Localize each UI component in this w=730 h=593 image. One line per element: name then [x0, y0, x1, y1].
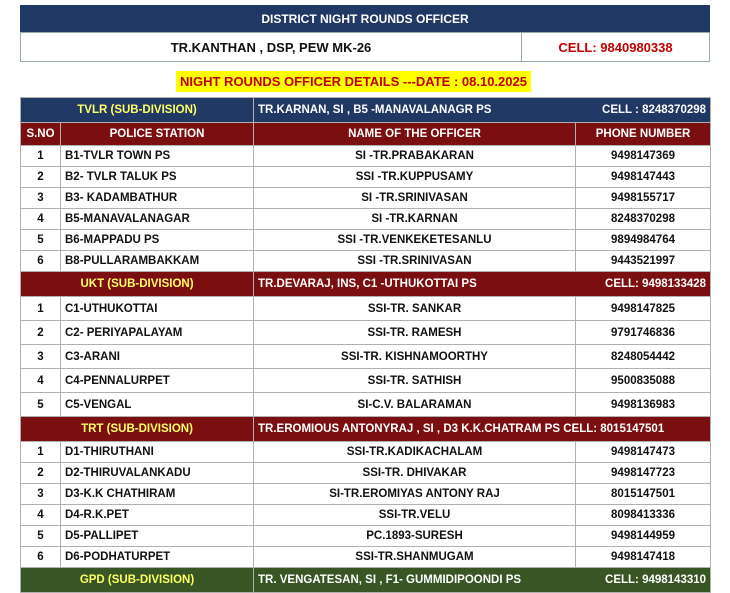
officer-name: SSI-TR.VELU	[254, 505, 576, 526]
police-station: C2- PERIYAPALAYAM	[61, 321, 254, 345]
serial-number: 4	[21, 209, 61, 230]
serial-number: 1	[21, 297, 61, 321]
serial-number: 5	[21, 393, 61, 417]
officer-name: PC.1893-SURESH	[254, 526, 576, 547]
phone-number: 9498136983	[576, 393, 711, 417]
serial-number: 4	[21, 369, 61, 393]
subdivision-name: UKT (SUB-DIVISION)	[21, 272, 254, 297]
officer-name: SI -TR.KARNAN	[254, 209, 576, 230]
officer-name: SI-TR.EROMIYAS ANTONY RAJ	[254, 484, 576, 505]
table-row	[21, 297, 711, 321]
serial-number: 6	[21, 251, 61, 272]
police-station: C5-VENGAL	[61, 393, 254, 417]
officer-name: SSI-TR. KISHNAMOORTHY	[254, 345, 576, 369]
subdivision-officer: TR. VENGATESAN, SI , F1- GUMMIDIPOONDI PS	[258, 574, 522, 586]
officer-name: SSI-TR. RAMESH	[254, 321, 576, 345]
police-station: B2- TVLR TALUK PS	[61, 167, 254, 188]
table-row	[21, 345, 711, 369]
phone-number: 9498144959	[576, 526, 711, 547]
subdivision-officer-cell	[254, 272, 711, 297]
subdivision-row	[21, 568, 711, 593]
table-row	[21, 321, 711, 345]
serial-number: 3	[21, 188, 61, 209]
table-row	[21, 505, 711, 526]
subdivision-officer-cell	[254, 98, 711, 123]
serial-number: 6	[21, 547, 61, 568]
police-station: D4-R.K.PET	[61, 505, 254, 526]
serial-number: 2	[21, 463, 61, 484]
serial-number: 5	[21, 526, 61, 547]
column-header: POLICE STATION	[61, 123, 254, 146]
serial-number: 1	[21, 146, 61, 167]
police-station: B1-TVLR TOWN PS	[61, 146, 254, 167]
phone-number: 8248370298	[576, 209, 711, 230]
district-officer-row	[20, 32, 710, 62]
phone-number: 9443521997	[576, 251, 711, 272]
officer-name: SSI-TR.KADIKACHALAM	[254, 442, 576, 463]
subdivision-row	[21, 272, 711, 297]
phone-number: 9791746836	[576, 321, 711, 345]
table-row	[21, 484, 711, 505]
phone-number: 9498147418	[576, 547, 711, 568]
subdivision-cell: CELL: 9498133428	[605, 278, 707, 290]
police-station: B6-MAPPADU PS	[61, 230, 254, 251]
police-station: D6-PODHATURPET	[61, 547, 254, 568]
table-row	[21, 393, 711, 417]
column-header: PHONE NUMBER	[576, 123, 711, 146]
officer-name: SSI-TR.SHANMUGAM	[254, 547, 576, 568]
phone-number: 9498155717	[576, 188, 711, 209]
table-row	[21, 463, 711, 484]
phone-number: 9498147723	[576, 463, 711, 484]
phone-number: 9500835088	[576, 369, 711, 393]
serial-number: 5	[21, 230, 61, 251]
column-header: NAME OF THE OFFICER	[254, 123, 576, 146]
officer-name: SSI-TR. SATHISH	[254, 369, 576, 393]
police-station: B3- KADAMBATHUR	[61, 188, 254, 209]
subdivision-cell: CELL: 9498143310	[605, 574, 707, 586]
police-station: D3-K.K CHATHIRAM	[61, 484, 254, 505]
police-station: B8-PULLARAMBAKKAM	[61, 251, 254, 272]
serial-number: 3	[21, 345, 61, 369]
officer-name: SSI -TR.KUPPUSAMY	[254, 167, 576, 188]
table-row	[21, 146, 711, 167]
subdivision-officer: TR.KARNAN, SI , B5 -MANAVALANAGR PS	[258, 104, 492, 116]
subdivision-name: GPD (SUB-DIVISION)	[21, 568, 254, 593]
serial-number: 4	[21, 505, 61, 526]
phone-number: 9498147369	[576, 146, 711, 167]
district-officer-name: TR.KANTHAN , DSP, PEW MK-26	[21, 33, 522, 61]
police-station: B5-MANAVALANAGAR	[61, 209, 254, 230]
serial-number: 2	[21, 321, 61, 345]
subdivision-officer-cell	[254, 568, 711, 593]
subdivision-name: TVLR (SUB-DIVISION)	[21, 98, 254, 123]
table-row	[21, 188, 711, 209]
subdivision-name: TRT (SUB-DIVISION)	[21, 417, 254, 442]
phone-number: 9894984764	[576, 230, 711, 251]
police-station: C3-ARANI	[61, 345, 254, 369]
police-station: D1-THIRUTHANI	[61, 442, 254, 463]
column-header: S.NO	[21, 123, 61, 146]
serial-number: 2	[21, 167, 61, 188]
police-station: C1-UTHUKOTTAI	[61, 297, 254, 321]
phone-number: 9498147825	[576, 297, 711, 321]
district-officer-cell: CELL: 9840980338	[558, 39, 673, 55]
officer-name: SSI-TR. SANKAR	[254, 297, 576, 321]
phone-number: 8098413336	[576, 505, 711, 526]
police-station: C4-PENNALURPET	[61, 369, 254, 393]
phone-number: 9498147473	[576, 442, 711, 463]
table-row	[21, 442, 711, 463]
subdivision-row	[21, 98, 711, 123]
table-row	[21, 167, 711, 188]
serial-number: 1	[21, 442, 61, 463]
phone-number: 8015147501	[576, 484, 711, 505]
table-row	[21, 369, 711, 393]
subdivision-officer-cell	[254, 417, 711, 442]
police-station: D5-PALLIPET	[61, 526, 254, 547]
table-row	[21, 251, 711, 272]
table-row	[21, 209, 711, 230]
subdivision-cell: CELL : 8248370298	[602, 104, 707, 116]
serial-number: 3	[21, 484, 61, 505]
phone-number: 8248054442	[576, 345, 711, 369]
table-row	[21, 230, 711, 251]
officer-name: SSI -TR.VENKEKETESANLU	[254, 230, 576, 251]
officer-name: SSI-TR. DHIVAKAR	[254, 463, 576, 484]
officer-table	[20, 97, 711, 593]
table-row	[21, 547, 711, 568]
officer-name: SI-C.V. BALARAMAN	[254, 393, 576, 417]
officer-name: SI -TR.SRINIVASAN	[254, 188, 576, 209]
document-title: DISTRICT NIGHT ROUNDS OFFICER	[20, 5, 710, 32]
table-row	[21, 526, 711, 547]
column-header-row	[21, 123, 711, 146]
phone-number: 9498147443	[576, 167, 711, 188]
subdivision-officer: TR.DEVARAJ, INS, C1 -UTHUKOTTAI PS	[258, 278, 477, 290]
officer-name: SSI -TR.SRINIVASAN	[254, 251, 576, 272]
subdivision-officer: TR.EROMIOUS ANTONYRAJ , SI , D3 K.K.CHATRAM PS CELL: 8015147501	[258, 423, 665, 435]
subdivision-row	[21, 417, 711, 442]
date-banner: NIGHT ROUNDS OFFICER DETAILS ---DATE : 08.10.2025	[176, 71, 531, 92]
police-station: D2-THIRUVALANKADU	[61, 463, 254, 484]
officer-name: SI -TR.PRABAKARAN	[254, 146, 576, 167]
